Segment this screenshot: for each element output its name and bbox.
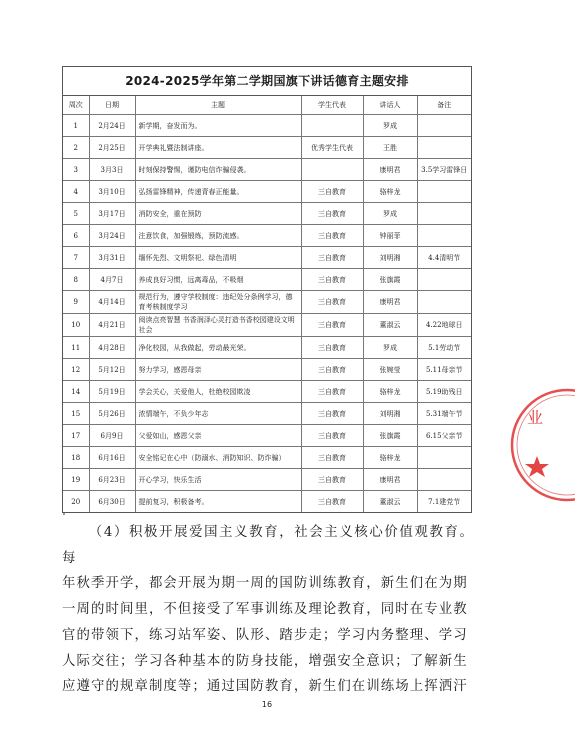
date-cell: 3月3日 bbox=[89, 159, 135, 181]
student-rep-cell: 三自教育 bbox=[301, 291, 363, 314]
week-cell: 14 bbox=[63, 381, 89, 403]
speaker-cell: 罗成 bbox=[363, 203, 417, 225]
student-rep-cell: 优秀学生代表 bbox=[301, 137, 363, 159]
student-rep-cell: 三自教育 bbox=[301, 425, 363, 447]
date-cell: 4月14日 bbox=[89, 291, 135, 314]
speaker-cell: 张旗霞 bbox=[363, 269, 417, 291]
note-cell: 5.1劳动节 bbox=[417, 337, 471, 359]
student-rep-cell bbox=[301, 159, 363, 181]
date-cell: 2月25日 bbox=[89, 137, 135, 159]
schedule-table bbox=[63, 96, 471, 512]
student-rep-cell: 三自教育 bbox=[301, 381, 363, 403]
note-cell: 7.1建党节 bbox=[417, 491, 471, 513]
date-cell: 2月24日 bbox=[89, 115, 135, 137]
topic-cell: 新学期，奋发而为。 bbox=[135, 115, 301, 137]
table-row bbox=[63, 447, 471, 469]
week-cell: 19 bbox=[63, 469, 89, 491]
topic-cell: 提前复习，积极备考。 bbox=[135, 491, 301, 513]
seal-star-icon bbox=[525, 456, 549, 477]
date-cell: 5月19日 bbox=[89, 381, 135, 403]
date-cell: 6月9日 bbox=[89, 425, 135, 447]
date-cell: 5月12日 bbox=[89, 359, 135, 381]
topic-cell: 注意饮食，加强锻炼，预防流感。 bbox=[135, 225, 301, 247]
note-cell bbox=[417, 203, 471, 225]
week-cell: 20 bbox=[63, 491, 89, 513]
table-title: 2024-2025学年第二学期国旗下讲话德育主题安排 bbox=[63, 67, 471, 96]
week-cell: 11 bbox=[63, 337, 89, 359]
speaker-cell: 康明君 bbox=[363, 159, 417, 181]
schedule-table-container bbox=[62, 66, 472, 513]
topic-cell: 努力学习，感恩母亲 bbox=[135, 359, 301, 381]
topic-cell: 规范行为，遵守学校制度：违纪处分条例学习，德育考核制度学习 bbox=[135, 291, 301, 314]
date-cell: 6月23日 bbox=[89, 469, 135, 491]
note-cell: 5.31端午节 bbox=[417, 403, 471, 425]
student-rep-cell: 三自教育 bbox=[301, 403, 363, 425]
column-header: 日期 bbox=[89, 96, 135, 115]
speaker-cell: 王胜 bbox=[363, 137, 417, 159]
topic-cell: 时刻保持警惕，谨防电信诈骗侵袭。 bbox=[135, 159, 301, 181]
week-cell: 7 bbox=[63, 247, 89, 269]
week-cell: 3 bbox=[63, 159, 89, 181]
student-rep-cell: 三自教育 bbox=[301, 269, 363, 291]
week-cell: 5 bbox=[63, 203, 89, 225]
week-cell: 18 bbox=[63, 447, 89, 469]
note-cell bbox=[417, 269, 471, 291]
week-cell: 15 bbox=[63, 403, 89, 425]
note-cell: 4.22地球日 bbox=[417, 314, 471, 337]
table-header-row bbox=[63, 96, 471, 115]
speaker-cell: 刘明湘 bbox=[363, 403, 417, 425]
date-cell: 3月31日 bbox=[89, 247, 135, 269]
note-cell bbox=[417, 225, 471, 247]
week-cell: 10 bbox=[63, 314, 89, 337]
column-header: 讲话人 bbox=[363, 96, 417, 115]
student-rep-cell: 三自教育 bbox=[301, 225, 363, 247]
paragraph-line: （4）积极开展爱国主义教育，社会主义核心价值观教育。每 bbox=[62, 525, 474, 566]
paragraph-line: 官的带领下，练习站军姿、队形、踏步走；学习内务整理、学习 bbox=[62, 627, 468, 643]
note-cell bbox=[417, 115, 471, 137]
table-row bbox=[63, 225, 471, 247]
speaker-cell: 董淑云 bbox=[363, 491, 417, 513]
table-row bbox=[63, 115, 471, 137]
table-row bbox=[63, 159, 471, 181]
week-cell: 2 bbox=[63, 137, 89, 159]
week-cell: 9 bbox=[63, 291, 89, 314]
speaker-cell: 钟丽菲 bbox=[363, 225, 417, 247]
table-row bbox=[63, 469, 471, 491]
column-header: 备注 bbox=[417, 96, 471, 115]
paragraph-line: 一周的时间里，不但接受了军事训练及理论教育，同时在专业教 bbox=[62, 602, 468, 618]
table-row bbox=[63, 381, 471, 403]
week-cell: 12 bbox=[63, 359, 89, 381]
note-cell bbox=[417, 447, 471, 469]
week-cell: 8 bbox=[63, 269, 89, 291]
date-cell: 6月16日 bbox=[89, 447, 135, 469]
date-cell: 4月28日 bbox=[89, 337, 135, 359]
topic-cell: 开心学习，快乐生活 bbox=[135, 469, 301, 491]
table-row bbox=[63, 403, 471, 425]
topic-cell: 安全铭记在心中（防溺水、消防知识、防诈骗） bbox=[135, 447, 301, 469]
body-paragraph bbox=[62, 520, 474, 700]
student-rep-cell: 三自教育 bbox=[301, 469, 363, 491]
topic-cell: 净化校园，从我做起，劳动最光荣。 bbox=[135, 337, 301, 359]
topic-cell: 学会关心，关爱他人，杜绝校园欺凌 bbox=[135, 381, 301, 403]
week-cell: 17 bbox=[63, 425, 89, 447]
speaker-cell: 骆梓龙 bbox=[363, 447, 417, 469]
date-cell: 4月21日 bbox=[89, 314, 135, 337]
table-row bbox=[63, 491, 471, 513]
note-cell: 5.11母亲节 bbox=[417, 359, 471, 381]
note-cell: 5.19助残日 bbox=[417, 381, 471, 403]
student-rep-cell: 三自教育 bbox=[301, 181, 363, 203]
topic-cell: 父爱如山，感恩父亲 bbox=[135, 425, 301, 447]
seal-text: 业 bbox=[527, 408, 544, 427]
student-rep-cell: 三自教育 bbox=[301, 337, 363, 359]
table-row bbox=[63, 314, 471, 337]
student-rep-cell: 三自教育 bbox=[301, 447, 363, 469]
page-number: 16 bbox=[261, 700, 273, 709]
week-cell: 1 bbox=[63, 115, 89, 137]
paragraph-line: 人际交往；学习各种基本的防身技能，增强安全意识；了解新生 bbox=[62, 653, 468, 669]
table-row bbox=[63, 291, 471, 314]
table-row bbox=[63, 181, 471, 203]
student-rep-cell: 三自教育 bbox=[301, 491, 363, 513]
table-row bbox=[63, 203, 471, 225]
topic-cell: 弘扬雷锋精神，传递青春正能量。 bbox=[135, 181, 301, 203]
table-row bbox=[63, 269, 471, 291]
paragraph-line: 应遵守的规章制度等；通过国防教育，新生们在训练场上挥洒汗 bbox=[62, 679, 468, 695]
student-rep-cell: 三自教育 bbox=[301, 314, 363, 337]
student-rep-cell bbox=[301, 115, 363, 137]
speaker-cell: 康明君 bbox=[363, 469, 417, 491]
column-header: 学生代表 bbox=[301, 96, 363, 115]
speaker-cell: 骆梓龙 bbox=[363, 381, 417, 403]
student-rep-cell: 三自教育 bbox=[301, 247, 363, 269]
note-cell bbox=[417, 137, 471, 159]
note-cell: 3.5学习雷锋日 bbox=[417, 159, 471, 181]
table-row bbox=[63, 359, 471, 381]
speaker-cell: 张旗霞 bbox=[363, 425, 417, 447]
topic-cell: 阅读点亮智慧 书香润泽心灵打造书香校园建设文明社会 bbox=[135, 314, 301, 337]
date-cell: 3月17日 bbox=[89, 203, 135, 225]
note-cell: 6.15父亲节 bbox=[417, 425, 471, 447]
note-cell bbox=[417, 181, 471, 203]
date-cell: 4月7日 bbox=[89, 269, 135, 291]
column-header: 主题 bbox=[135, 96, 301, 115]
topic-cell: 消防安全，重在预防 bbox=[135, 203, 301, 225]
paragraph-line: 年秋季开学，都会开展为期一周的国防训练教育，新生们在为期 bbox=[62, 576, 468, 592]
column-header: 周次 bbox=[63, 96, 89, 115]
table-row bbox=[63, 137, 471, 159]
speaker-cell: 骆梓龙 bbox=[363, 181, 417, 203]
note-cell bbox=[417, 469, 471, 491]
red-seal-stamp bbox=[505, 380, 575, 510]
topic-cell: 缅怀先烈、文明祭祀、绿色清明 bbox=[135, 247, 301, 269]
date-cell: 5月26日 bbox=[89, 403, 135, 425]
student-rep-cell: 三自教育 bbox=[301, 359, 363, 381]
week-cell: 6 bbox=[63, 225, 89, 247]
note-cell: 4.4清明节 bbox=[417, 247, 471, 269]
table-row bbox=[63, 425, 471, 447]
topic-cell: 养成良好习惯，远离毒品，不吸烟 bbox=[135, 269, 301, 291]
topic-cell: 浓情端午，不负少年志 bbox=[135, 403, 301, 425]
speaker-cell: 董淑云 bbox=[363, 314, 417, 337]
speaker-cell: 刘明湘 bbox=[363, 247, 417, 269]
note-cell bbox=[417, 291, 471, 314]
date-cell: 3月24日 bbox=[89, 225, 135, 247]
stray-mark bbox=[63, 513, 65, 515]
speaker-cell: 张婉莹 bbox=[363, 359, 417, 381]
date-cell: 6月30日 bbox=[89, 491, 135, 513]
speaker-cell: 罗成 bbox=[363, 337, 417, 359]
student-rep-cell: 三自教育 bbox=[301, 203, 363, 225]
table-row bbox=[63, 247, 471, 269]
speaker-cell: 罗成 bbox=[363, 115, 417, 137]
date-cell: 3月10日 bbox=[89, 181, 135, 203]
topic-cell: 开学典礼暨法制讲座。 bbox=[135, 137, 301, 159]
table-row bbox=[63, 337, 471, 359]
week-cell: 4 bbox=[63, 181, 89, 203]
speaker-cell: 康明君 bbox=[363, 291, 417, 314]
